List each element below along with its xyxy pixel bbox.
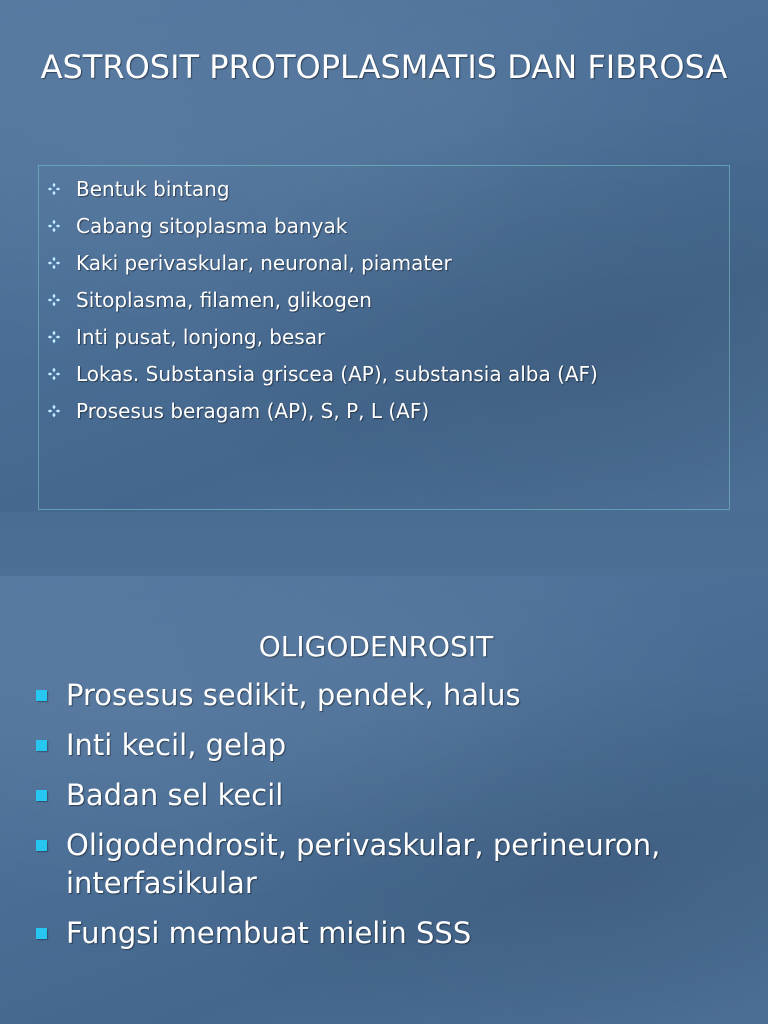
list-item (46, 281, 598, 318)
bullet-list (46, 170, 598, 429)
list-item-text: Badan sel kecil (66, 778, 284, 812)
list-item (46, 170, 598, 207)
square-bullet-icon (36, 690, 47, 701)
bullet-list (36, 676, 736, 964)
list-item-text: Inti pusat, lonjong, besar (76, 324, 326, 349)
list-item-text: Oligodendrosit, perivaskular, perineuron, interfasikular (66, 828, 661, 900)
list-item (46, 392, 598, 429)
diamond-bullet-icon (46, 255, 62, 271)
list-item (46, 244, 598, 281)
square-bullet-icon (36, 928, 47, 939)
list-item (36, 914, 736, 952)
list-item (46, 318, 598, 355)
list-item-text: Bentuk bintang (76, 176, 230, 201)
diamond-bullet-icon (46, 366, 62, 382)
list-item (46, 355, 598, 392)
list-item (46, 207, 598, 244)
slide-oligodendrosit (0, 576, 768, 1024)
square-bullet-icon (36, 790, 47, 801)
list-item-text: Fungsi membuat mielin SSS (66, 916, 472, 950)
list-item-text: Lokas. Substansia griscea (AP), substansia alba (AF) (76, 361, 598, 386)
slide-title: ASTROSIT PROTOPLASMATIS DAN FIBROSA (40, 48, 728, 86)
slide-heading: OLIGODENROSIT (258, 630, 494, 663)
diamond-bullet-icon (46, 218, 62, 234)
list-item (36, 676, 736, 714)
list-item (36, 776, 736, 814)
list-item-text: Inti kecil, gelap (66, 728, 287, 762)
list-item-text: Kaki perivaskular, neuronal, piamater (76, 250, 452, 275)
list-item-text: Prosesus sedikit, pendek, halus (66, 678, 521, 712)
square-bullet-icon (36, 840, 47, 851)
diamond-bullet-icon (46, 329, 62, 345)
list-item-text: Sitoplasma, filamen, glikogen (76, 287, 372, 312)
list-item-text: Prosesus beragam (AP), S, P, L (AF) (76, 398, 430, 423)
slide-separator (0, 512, 768, 576)
list-item (36, 826, 736, 902)
diamond-bullet-icon (46, 403, 62, 419)
square-bullet-icon (36, 740, 47, 751)
list-item-text: Cabang sitoplasma banyak (76, 213, 348, 238)
diamond-bullet-icon (46, 181, 62, 197)
diamond-bullet-icon (46, 292, 62, 308)
list-item (36, 726, 736, 764)
